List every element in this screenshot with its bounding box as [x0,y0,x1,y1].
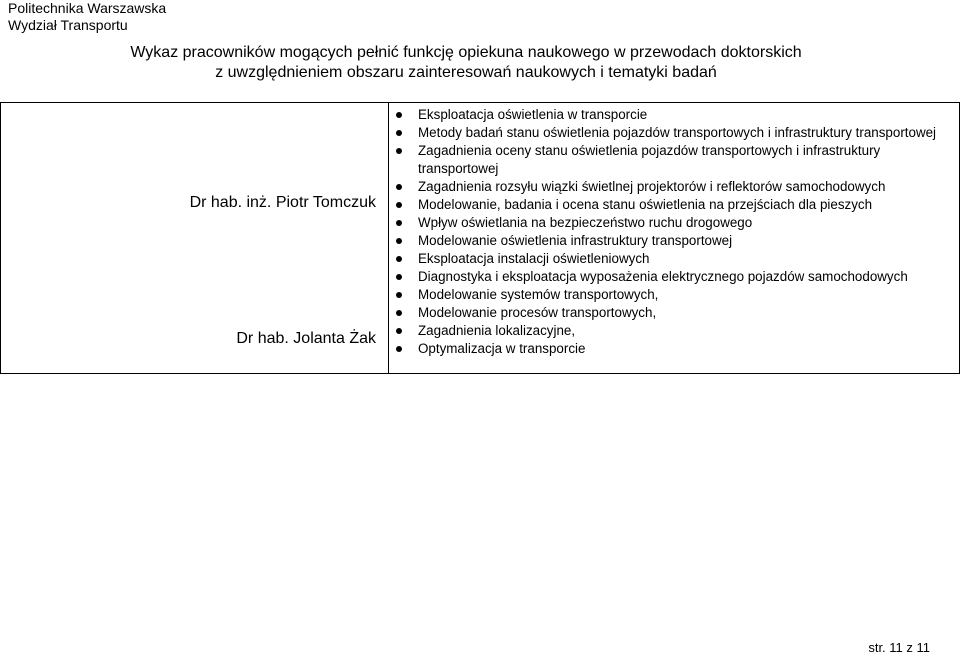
document-title [0,43,932,83]
topic-list [389,103,959,359]
list-item: Zagadnienia lokalizacyjne, [389,322,959,340]
document-header [8,0,166,34]
faculty-name: Wydział Transportu [8,17,128,33]
bullet-icon [396,292,402,298]
university-name: Politechnika Warszawska [8,0,167,16]
bullet-icon [396,202,402,208]
list-item: Modelowanie procesów transportowych, [389,304,959,322]
list-item: Eksploatacja instalacji oświetleniowych [389,250,959,268]
list-item: Optymalizacja w transporcie [389,340,959,358]
list-item: Wpływ oświetlania na bezpieczeństwo ruchu drogowego [389,214,959,232]
page-number: str. 11 z 11 [868,640,930,655]
title-line-2: z uwzględnieniem obszaru zainteresowań naukowych i tematyki badań [215,64,717,81]
bullet-icon [396,274,402,280]
bullet-icon [396,112,402,118]
list-item: Zagadnienia oceny stanu oświetlenia pojazdów transportowych i infrastruktury transportowej [389,142,959,178]
staff-table [0,102,960,374]
bullet-icon [396,328,402,334]
list-item: Modelowanie systemów transportowych, [389,286,959,304]
list-item: Diagnostyka i eksploatacja wyposażenia elektrycznego pojazdów samochodowych [389,268,959,286]
bullet-icon [396,130,402,136]
bullet-icon [396,346,402,352]
bullet-icon [396,310,402,316]
table-row [1,103,960,374]
bullet-icon [396,148,402,154]
title-line-1: Wykaz pracowników mogących pełnić funkcję opiekuna naukowego w przewodach doktorskich [130,44,802,61]
bullet-icon [396,238,402,244]
list-item: Modelowanie oświetlenia infrastruktury transportowej [389,232,959,250]
bullet-icon [396,184,402,190]
names-cell [1,103,389,374]
staff-name: Dr hab. inż. Piotr Tomczuk [189,194,376,211]
list-item: Eksploatacja oświetlenia w transporcie [389,106,959,124]
list-item: Zagadnienia rozsyłu wiązki świetlnej projektorów i reflektorów samochodowych [389,178,959,196]
bullet-icon [396,220,402,226]
staff-name: Dr hab. Jolanta Żak [236,330,376,347]
list-item: Modelowanie, badania i ocena stanu oświetlenia na przejściach dla pieszych [389,196,959,214]
bullet-icon [396,256,402,262]
topics-cell [389,103,960,374]
list-item: Metody badań stanu oświetlenia pojazdów transportowych i infrastruktury transportowej [389,124,959,142]
